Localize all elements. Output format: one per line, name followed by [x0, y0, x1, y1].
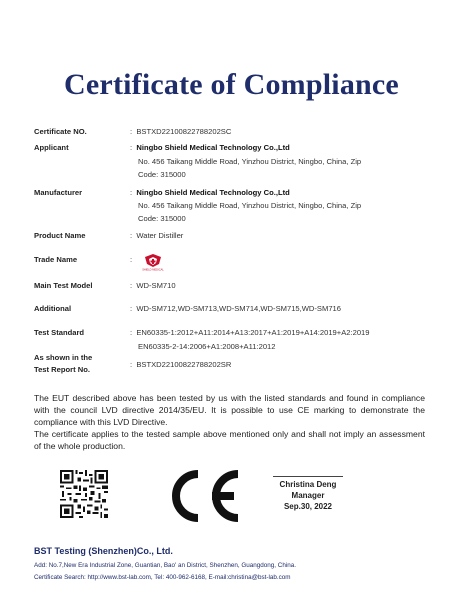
main-test-model-label: Main Test Model	[34, 281, 93, 290]
certificate-no-value: BSTXD22100822788202SC	[136, 127, 232, 136]
applicant-label: Applicant	[34, 143, 69, 152]
test-report-label-line1: As shown in the	[34, 353, 93, 362]
footer-contact: Certificate Search: http://www.bst-lab.com, Tel: 400-962-6168, E-mail:christina@bst-lab.com	[34, 574, 291, 581]
test-standard-line1: EN60335-1:2012+A11:2014+A13:2017+A1:2019+A14:2019+A2:2019	[136, 328, 370, 337]
certificate-no-label: Certificate NO.	[34, 127, 87, 136]
test-report-label-line2: Test Report No.	[34, 365, 90, 374]
test-report-value: BSTXD22100822788202SR	[136, 360, 232, 369]
additional-value: WD-SM712,WD-SM713,WD-SM714,WD-SM715,WD-SM716	[136, 304, 341, 313]
signatory-name: Christina Deng	[279, 480, 337, 489]
product-name-label: Product Name	[34, 231, 86, 240]
statement-paragraph-2: The certificate applies to the tested sample above mentioned only and shall not imply an assessment of the whole production.	[34, 429, 425, 451]
signature-date: Sep.30, 2022	[283, 502, 333, 511]
manufacturer-address-line1: No. 456 Taikang Middle Road, Yinzhou District, Ningbo, China, Zip	[138, 201, 362, 210]
product-name-value: Water Distiller	[136, 231, 184, 240]
manufacturer-address-line2: Code: 315000	[138, 214, 186, 223]
ce-mark-icon	[162, 468, 242, 524]
signature-block	[262, 476, 354, 512]
trade-name-row: Trade Name : SHIELD MEDICAL	[34, 255, 164, 271]
applicant-address-line2: Code: 315000	[138, 170, 186, 179]
manufacturer-label: Manufacturer	[34, 188, 83, 197]
additional-label: Additional	[34, 304, 72, 313]
trade-name-label: Trade Name	[34, 255, 78, 264]
signatory-role: Manager	[291, 491, 325, 500]
signature-line	[273, 476, 343, 477]
footer-address: Add: No.7,New Era Industrial Zone, Guantian, Bao' an District, Shenzhen, Guangdong, China.	[34, 562, 296, 569]
compliance-statement	[34, 392, 425, 452]
qr-code-icon	[60, 470, 108, 518]
applicant-address-line1: No. 456 Taikang Middle Road, Yinzhou District, Ningbo, China, Zip	[138, 157, 362, 166]
applicant-name: Ningbo Shield Medical Technology Co.,Ltd	[136, 143, 290, 152]
logo-text: SHIELD MEDICAL	[142, 268, 164, 271]
main-test-model-value: WD-SM710	[136, 281, 176, 290]
test-standard-line2: EN60335-2-14:2006+A1:2008+A11:2012	[138, 342, 276, 351]
test-standard-label: Test Standard	[34, 328, 85, 337]
statement-paragraph-1: The EUT described above has been tested by us with the listed standards and found in compliance with the council LVD directive 2014/35/EU. It is possible to use CE marking to demonstrate the compliance with this LVD Directive.	[34, 393, 425, 427]
certificate-title: Certificate of Compliance	[64, 68, 399, 101]
footer-company: BST Testing (Shenzhen)Co., Ltd.	[34, 546, 173, 556]
manufacturer-name: Ningbo Shield Medical Technology Co.,Ltd	[136, 188, 290, 197]
shield-medical-logo-icon	[142, 253, 164, 271]
